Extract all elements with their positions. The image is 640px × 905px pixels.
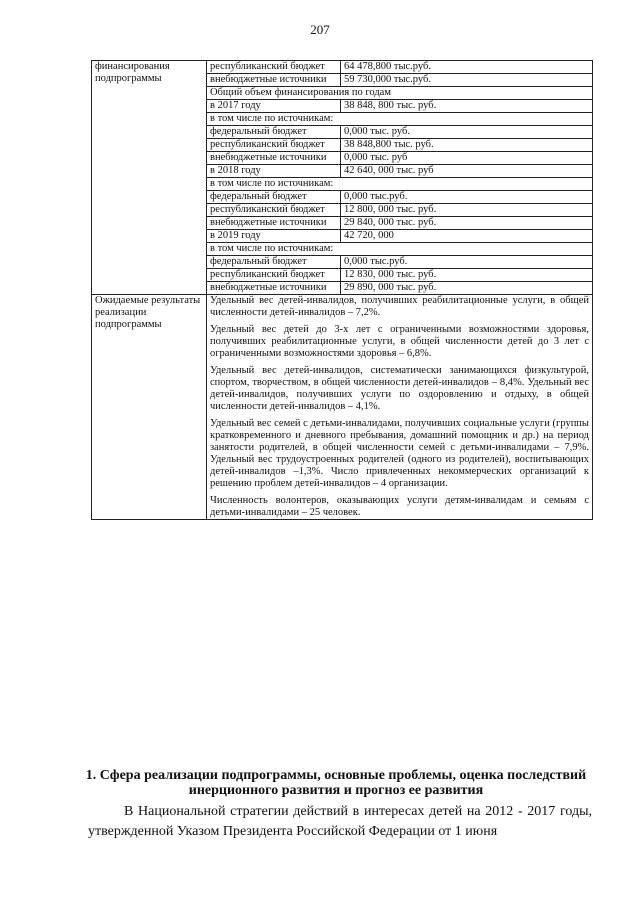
source-cell: внебюджетные источники bbox=[207, 74, 341, 87]
amount-cell: 12 800, 000 тыс. руб. bbox=[341, 204, 593, 217]
table-row bbox=[92, 295, 593, 520]
source-cell: республиканский бюджет bbox=[207, 139, 341, 152]
page-number: 207 bbox=[310, 22, 330, 37]
amount-cell: 0,000 тыс.руб. bbox=[341, 191, 593, 204]
results-section bbox=[92, 295, 593, 520]
year-total-cell: 38 848, 800 тыс. руб. bbox=[341, 100, 593, 113]
year-cell: в 2018 году bbox=[207, 165, 341, 178]
amount-cell: 0,000 тыс. руб bbox=[341, 152, 593, 165]
sources-header: в том числе по источникам: bbox=[207, 178, 593, 191]
amount-cell: 0,000 тыс. руб. bbox=[341, 126, 593, 139]
sources-header: в том числе по источникам: bbox=[207, 243, 593, 256]
result-item: Удельный вес семей с детьми-инвалидами, получивших социальные услуги (группы кратковременного и дневного пребывания, домашний помощник и др.) на период занятости родителей, в общей численности семей с детьми-инвалидами – 7,9%. Удельный вес трудоустроенных родителей (одного из родителей), воспитывающих детей-инвалидов –1,3%. Число привлеченных некоммерческих организаций к решению проблем детей-инвалидов – 4 организации. bbox=[210, 418, 589, 489]
source-cell: республиканский бюджет bbox=[207, 61, 341, 74]
amount-cell: 64 478,800 тыс.руб. bbox=[341, 61, 593, 74]
body-paragraph: В Национальной стратегии действий в интересах детей на 2012 - 2017 годы, утвержденной Указом Президента Российской Федерации от 1 июня bbox=[88, 804, 592, 839]
source-cell: федеральный бюджет bbox=[207, 126, 341, 139]
year-total-cell: 42 640, 000 тыс. руб bbox=[341, 165, 593, 178]
result-item: Удельный вес детей до 3-х лет с ограниченными возможностями здоровья, получивших реабилитационные услуги, в общей численности детей до 3 лет с ограниченными возможностями здоровья – 6,8%. bbox=[210, 324, 589, 359]
source-cell: республиканский бюджет bbox=[207, 204, 341, 217]
amount-cell: 12 830, 000 тыс. руб. bbox=[341, 269, 593, 282]
financing-label: финансирования подпрограммы bbox=[92, 61, 207, 295]
sources-header: в том числе по источникам: bbox=[207, 113, 593, 126]
source-cell: федеральный бюджет bbox=[207, 256, 341, 269]
amount-cell: 59 730,000 тыс.руб. bbox=[341, 74, 593, 87]
amount-cell: 29 890, 000 тыс. руб. bbox=[341, 282, 593, 295]
results-cell bbox=[207, 295, 593, 520]
results-label: Ожидаемые результаты реализации подпрограммы bbox=[92, 295, 207, 520]
source-cell: внебюджетные источники bbox=[207, 217, 341, 230]
amount-cell: 29 840, 000 тыс. руб. bbox=[341, 217, 593, 230]
section-heading: 1. Сфера реализации подпрограммы, основные проблемы, оценка последствий инерционного развития и прогноз ее развития bbox=[85, 768, 587, 798]
amount-cell: 0,000 тыс.руб. bbox=[341, 256, 593, 269]
source-cell: федеральный бюджет bbox=[207, 191, 341, 204]
result-item: Численность волонтеров, оказывающих услуги детям-инвалидам и семьям с детьми-инвалидами – 25 человек. bbox=[210, 495, 589, 518]
result-item: Удельный вес детей-инвалидов, систематически занимающихся физкультурой, спортом, творчеством, в общей численности детей-инвалидов – 8,4%. Удельный вес детей-инвалидов, получивших услуги по оздоровлению и отдыху, в общей численности детей-инвалидов – 4,1%. bbox=[210, 365, 589, 412]
by-year-header: Общий объем финансирования по годам bbox=[207, 87, 593, 100]
source-cell: внебюджетные источники bbox=[207, 282, 341, 295]
source-cell: республиканский бюджет bbox=[207, 269, 341, 282]
year-total-cell: 42 720, 000 bbox=[341, 230, 593, 243]
amount-cell: 38 848,800 тыс. руб. bbox=[341, 139, 593, 152]
year-cell: в 2017 году bbox=[207, 100, 341, 113]
financing-section bbox=[92, 61, 593, 295]
year-cell: в 2019 году bbox=[207, 230, 341, 243]
program-table bbox=[91, 60, 593, 520]
table-row bbox=[92, 61, 593, 74]
source-cell: внебюджетные источники bbox=[207, 152, 341, 165]
result-item: Удельный вес детей-инвалидов, получивших реабилитационные услуги, в общей численности детей-инвалидов – 7,2%. bbox=[210, 295, 589, 318]
